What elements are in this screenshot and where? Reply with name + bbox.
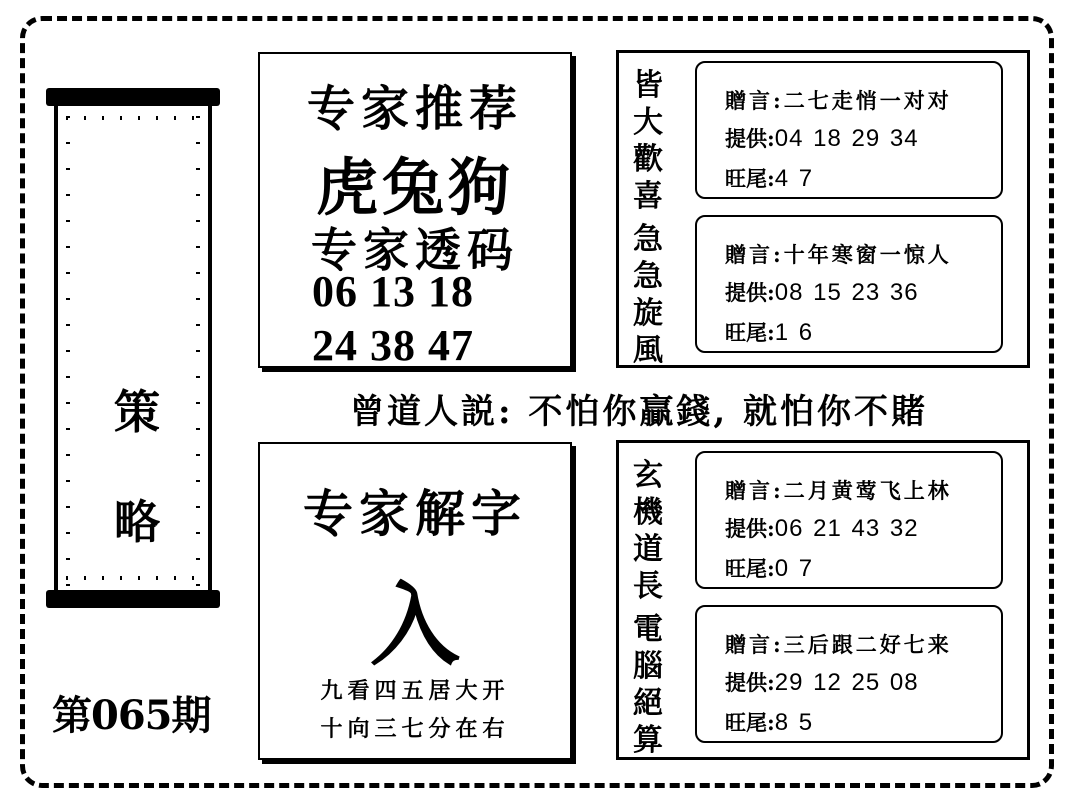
provide-label: 提供: <box>725 280 775 305</box>
tip-card <box>695 215 1003 353</box>
tip-card <box>695 605 1003 743</box>
provide-numbers: 29 12 25 08 <box>774 669 919 696</box>
scroll-char-2: 略 <box>114 495 160 549</box>
group-1-heading-b <box>629 221 667 369</box>
expert-recommend-title: 专家推荐 <box>306 81 523 137</box>
heading-char: 急 <box>633 222 663 257</box>
riddle-title: 专家解字 <box>303 484 527 543</box>
expert-numbers-line-1: 06 13 18 <box>312 267 474 316</box>
group-2-heading-a <box>629 457 667 605</box>
tip-provide <box>725 277 919 307</box>
heading-char: 絕 <box>633 686 663 721</box>
scroll-char-1: 策 <box>114 385 160 439</box>
tip-group-2 <box>616 440 1030 760</box>
group-1-heading-a <box>629 67 667 215</box>
expert-numbers-title: 专家透码 <box>311 223 519 277</box>
tail-label: 旺尾: <box>725 320 775 345</box>
heading-char: 喜 <box>633 179 663 214</box>
tip-provide <box>725 123 919 153</box>
scroll-banner <box>46 88 220 608</box>
scroll-bottom-rod <box>46 590 220 608</box>
provide-numbers: 06 21 43 32 <box>774 515 919 542</box>
tip-tail <box>725 553 813 583</box>
tip-gift: 贈言:三后跟二好七来 <box>725 632 952 657</box>
tail-numbers: 0 7 <box>774 555 814 582</box>
motto-line: 曾道人説: 不怕你贏錢, 就怕你不賭 <box>350 392 929 432</box>
provide-label: 提供: <box>725 126 775 151</box>
tip-tail <box>725 317 813 347</box>
tip-card <box>695 61 1003 199</box>
heading-char: 機 <box>633 495 663 530</box>
tail-label: 旺尾: <box>725 710 775 735</box>
heading-char: 長 <box>633 569 663 604</box>
tip-provide <box>725 513 919 543</box>
heading-char: 皆 <box>633 68 663 103</box>
tip-gift: 贈言:二月黄莺飞上林 <box>725 478 952 503</box>
tip-group-1 <box>616 50 1030 368</box>
tail-numbers: 1 6 <box>774 319 814 346</box>
tail-label: 旺尾: <box>725 166 775 191</box>
provide-label: 提供: <box>725 670 775 695</box>
heading-char: 道 <box>633 532 663 567</box>
expert-recommend-panel <box>258 52 572 368</box>
provide-label: 提供: <box>725 516 775 541</box>
riddle-character: 入 <box>370 572 460 678</box>
riddle-line-1: 九看四五居大开 <box>320 678 510 704</box>
expert-numbers-line-2: 24 38 47 <box>312 321 474 370</box>
tail-label: 旺尾: <box>725 556 775 581</box>
tip-tail <box>725 163 813 193</box>
provide-numbers: 04 18 29 34 <box>774 125 919 152</box>
heading-char: 急 <box>633 259 663 294</box>
tip-provide <box>725 667 919 697</box>
tail-numbers: 8 5 <box>774 709 814 736</box>
heading-char: 玄 <box>633 458 663 493</box>
zodiac-picks: 虎兔狗 <box>315 151 514 224</box>
heading-char: 大 <box>633 105 663 140</box>
tail-numbers: 4 7 <box>774 165 814 192</box>
heading-char: 風 <box>633 333 663 368</box>
tip-tail <box>725 707 813 737</box>
tip-gift: 贈言:二七走悄一对对 <box>725 88 952 113</box>
heading-char: 電 <box>633 612 663 647</box>
scroll-top-rod <box>46 88 220 106</box>
heading-char: 算 <box>633 723 663 758</box>
riddle-panel <box>258 442 572 760</box>
scroll-body <box>54 106 212 590</box>
issue-number: 第065期 <box>52 692 211 739</box>
provide-numbers: 08 15 23 36 <box>774 279 919 306</box>
heading-char: 旋 <box>633 296 663 331</box>
heading-char: 腦 <box>633 649 663 684</box>
group-2-heading-b <box>629 611 667 759</box>
tip-gift: 贈言:十年寒窗一惊人 <box>725 242 952 267</box>
heading-char: 歡 <box>633 142 663 177</box>
riddle-line-2: 十向三七分在右 <box>320 716 510 742</box>
tip-card <box>695 451 1003 589</box>
